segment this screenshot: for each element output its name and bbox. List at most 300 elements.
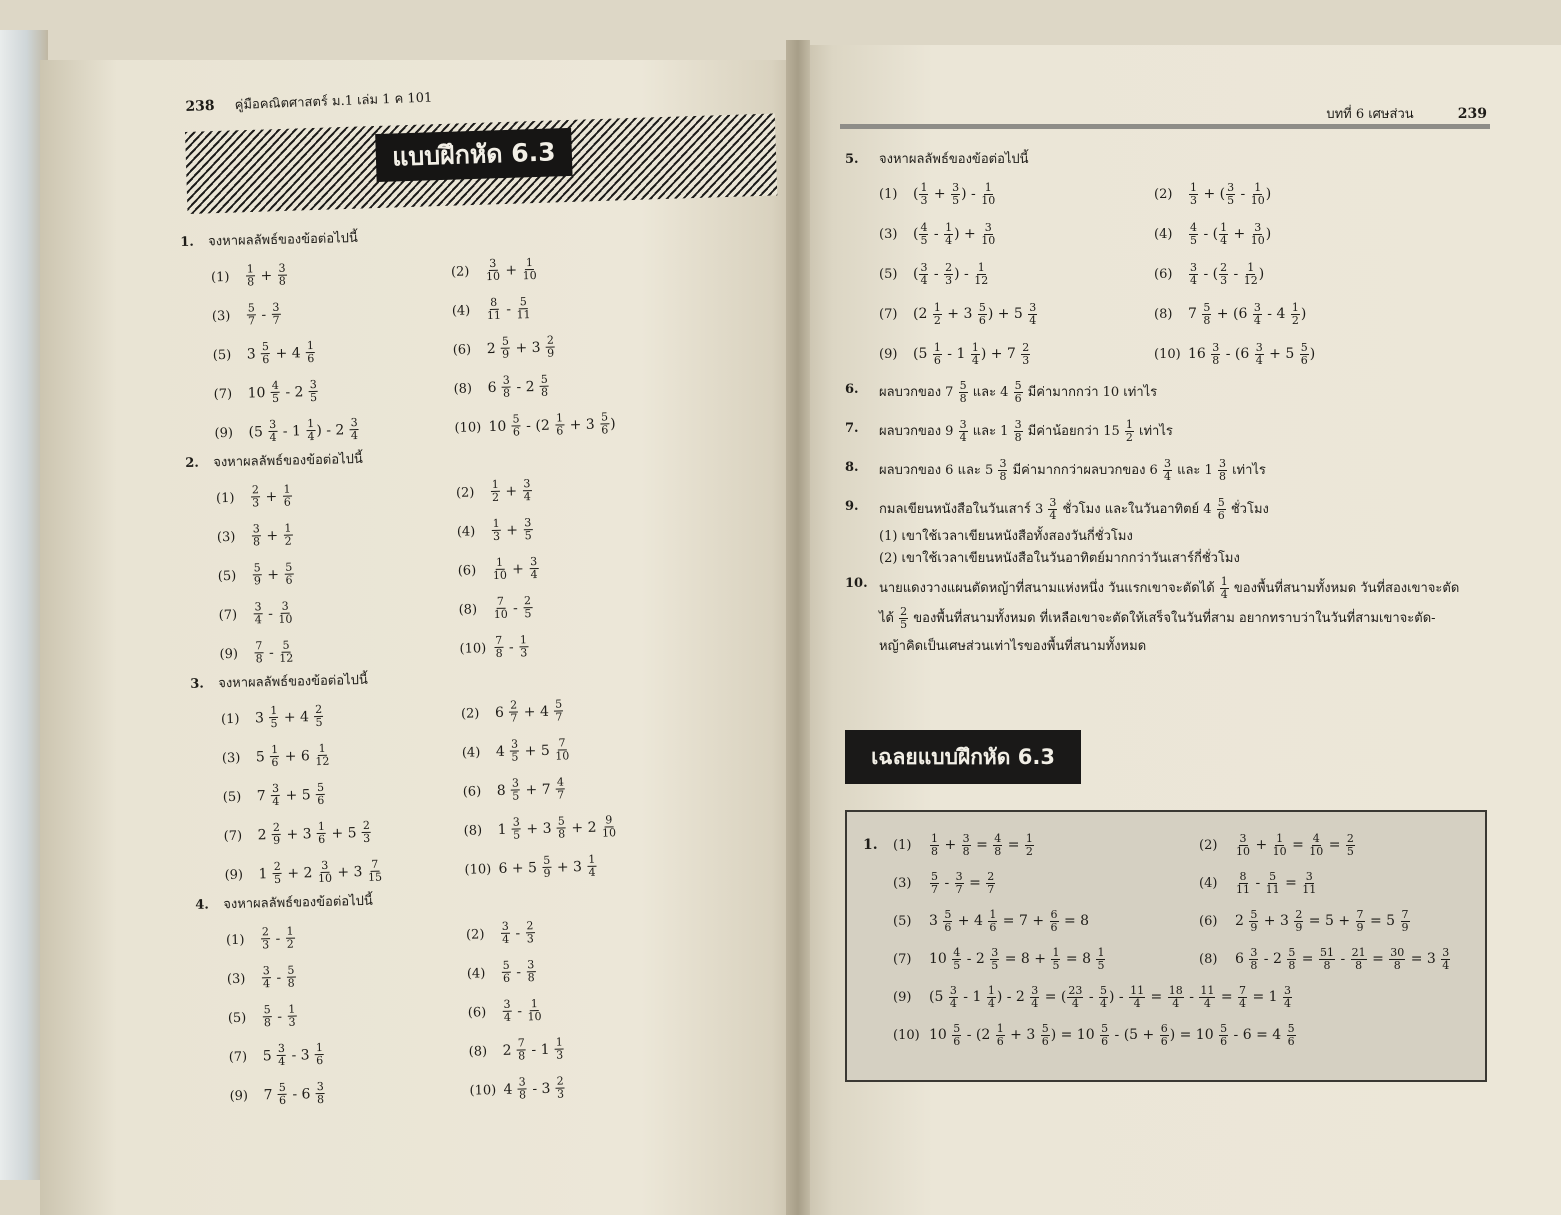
- numerator: 3: [984, 220, 992, 234]
- exercise-item: [879, 182, 1154, 207]
- header-rule: [840, 124, 1490, 129]
- fraction: [1249, 909, 1258, 934]
- solution-item: [893, 985, 1293, 1010]
- denominator: 9: [1356, 920, 1364, 934]
- fraction: [368, 859, 383, 884]
- numerator: 3: [920, 260, 928, 274]
- numerator: 9: [605, 813, 613, 827]
- numerator: 3: [510, 737, 519, 751]
- question-number: 10.: [845, 576, 868, 591]
- question-8: [845, 458, 1495, 483]
- fraction: [1028, 302, 1037, 327]
- numerator: 5: [512, 412, 520, 426]
- fraction: [526, 959, 536, 984]
- fraction: [522, 478, 532, 503]
- math-expression: $\frac{3}{4}$ - ( $\frac{2}{3}$ - $\frac{1}{12}$ ): [1190, 260, 1265, 287]
- fraction: [247, 302, 257, 327]
- denominator: 10: [1250, 233, 1265, 247]
- fraction: [1244, 262, 1258, 287]
- numerator: 5: [978, 300, 986, 314]
- denominator: 3: [526, 932, 534, 946]
- denominator: 12: [1243, 273, 1258, 287]
- math-expression: 2 $\frac{5}{9}$ + 3 $\frac{2}{9}$: [486, 333, 555, 361]
- fraction: [1202, 302, 1211, 327]
- denominator: 5: [920, 233, 928, 247]
- denominator: 4: [1029, 313, 1037, 327]
- exercise-item: [218, 558, 459, 588]
- denominator: 10: [1250, 193, 1265, 207]
- denominator: 9: [543, 866, 551, 880]
- item-label: (4): [1199, 876, 1218, 891]
- numerator: 1: [989, 907, 997, 921]
- fraction: [1168, 985, 1184, 1010]
- numerator: 1: [588, 852, 596, 866]
- numerator: 3: [350, 416, 358, 430]
- solution-item: [1199, 833, 1356, 858]
- denominator: 11: [486, 308, 502, 323]
- denominator: 3: [1022, 353, 1030, 367]
- numerator: 1: [519, 633, 528, 647]
- fraction: [1273, 833, 1287, 858]
- fraction: [1294, 909, 1303, 934]
- item-label: (7): [893, 952, 912, 967]
- numerator: 3: [281, 599, 289, 613]
- denominator: 5: [524, 529, 532, 543]
- fraction: [350, 417, 360, 442]
- numerator: 1: [933, 340, 941, 354]
- numerator: 3: [309, 377, 317, 392]
- denominator: 8: [252, 535, 261, 549]
- denominator: 11: [1302, 882, 1317, 896]
- fraction: [491, 479, 501, 504]
- math-expression: $\frac{5}{7}$ - $\frac{3}{7}$ = $\frac{2}{7}$: [931, 869, 995, 896]
- exercise-title: แบบฝึกหัด 6.3: [375, 128, 572, 182]
- solution-item: [893, 909, 1199, 934]
- exercise-item: [453, 370, 694, 400]
- math-expression: 6 + 5 $\frac{5}{9}$ + 3 $\frac{1}{4}$: [498, 852, 596, 880]
- numerator: 1: [246, 262, 255, 276]
- item-row: [879, 334, 1495, 374]
- exercise-item: [462, 773, 703, 803]
- numerator: 5: [1014, 379, 1022, 392]
- denominator: 11: [1265, 882, 1280, 896]
- math-expression: 7 $\frac{5}{8}$ + (6 $\frac{3}{4}$ - 4 $\frac{1}{2}$ ): [1188, 300, 1307, 327]
- denominator: 8: [287, 976, 295, 990]
- math-expression: 7 $\frac{3}{4}$ + 5 $\frac{5}{6}$: [256, 780, 325, 809]
- numerator: 2: [273, 859, 281, 874]
- numerator: 7: [495, 633, 503, 647]
- denominator: 4: [1190, 273, 1197, 287]
- question-text: [879, 380, 1157, 405]
- exercise-item: [1154, 342, 1429, 367]
- right-exercise-list: [845, 150, 1495, 660]
- math-expression: $\frac{8}{11}$ - $\frac{5}{11}$ = $\frac{3}{11}$: [1236, 869, 1317, 896]
- fraction: [501, 336, 511, 361]
- fraction: [1401, 909, 1410, 934]
- fraction: [1302, 871, 1316, 896]
- denominator: 8: [517, 1049, 526, 1063]
- fraction: [1255, 342, 1264, 367]
- question-prompt: จงหาผลลัพธ์ของข้อต่อไปนี้: [213, 451, 363, 471]
- numerator: 1: [1220, 220, 1228, 234]
- numerator: 5: [253, 561, 261, 575]
- numerator: 5: [282, 638, 290, 652]
- denominator: 2: [1291, 313, 1299, 327]
- denominator: 8: [959, 392, 967, 405]
- fraction: [1014, 380, 1023, 405]
- denominator: 6: [1287, 1034, 1295, 1048]
- numerator: 3: [991, 945, 999, 959]
- exercise-item: [212, 298, 453, 328]
- fraction: [502, 999, 512, 1024]
- question-number: 3.: [190, 676, 205, 692]
- numerator: 6: [1160, 1021, 1168, 1035]
- solution-row: [863, 826, 1469, 864]
- fraction: [1253, 302, 1262, 327]
- fraction: [511, 777, 521, 802]
- fraction: [1287, 947, 1296, 972]
- denominator: 6: [271, 755, 279, 770]
- fraction: [309, 379, 319, 404]
- question-items: [221, 688, 715, 894]
- numerator: 4: [920, 220, 928, 234]
- denominator: 9: [273, 833, 281, 848]
- denominator: 4: [501, 932, 510, 946]
- item-label: (3): [893, 876, 912, 891]
- math-expression: 16 $\frac{3}{8}$ - (6 $\frac{3}{4}$ + 5 $\frac{5}{6}$ ): [1188, 340, 1316, 367]
- denominator: 3: [556, 1087, 565, 1101]
- question-4: [195, 883, 720, 1116]
- item-label: (1): [210, 269, 230, 285]
- fraction: [988, 909, 997, 934]
- denominator: 12: [315, 754, 330, 769]
- math-expression: $\frac{5}{8}$ - $\frac{1}{3}$: [263, 1002, 296, 1030]
- item-label: (2): [465, 926, 485, 943]
- denominator: 6: [989, 920, 997, 934]
- numerator: 3: [530, 554, 538, 569]
- solution-row: [863, 1016, 1469, 1054]
- denominator: 5: [270, 716, 278, 731]
- numerator: 5: [1220, 1021, 1228, 1035]
- denominator: 7: [555, 710, 563, 724]
- numerator: 5: [1269, 869, 1277, 883]
- fraction: [959, 380, 968, 405]
- math-expression: 10 $\frac{5}{6}$ - (2 $\frac{1}{6}$ + 3 $\frac{5}{6}$ ) = 10 $\frac{5}{6}$ - (5 + $\frac{6}{6}$ ) = 10 $\frac{5}{6}$ - 6 = 4 $\frac{5}{6}$: [929, 1021, 1295, 1048]
- item-label: (3): [226, 971, 246, 987]
- denominator: 8: [1355, 958, 1363, 972]
- denominator: 8: [316, 1092, 325, 1107]
- fraction: [1021, 342, 1030, 367]
- numerator: 5: [1100, 983, 1108, 997]
- denominator: 6: [556, 424, 564, 438]
- numerator: 3: [503, 997, 511, 1011]
- question-9-part-1: (1) เขาใช้เวลาเขียนหนังสือทั้งสองวันกี่ชั่วโมง: [879, 529, 1133, 544]
- math-expression: 1 $\frac{3}{5}$ + 3 $\frac{5}{8}$ + 2 $\frac{9}{10}$: [497, 813, 617, 842]
- item-label: (7): [879, 307, 898, 322]
- numerator: 3: [518, 1075, 526, 1089]
- denominator: 6: [996, 1034, 1004, 1048]
- solution-row: [863, 902, 1469, 940]
- fraction: [494, 635, 504, 660]
- exercise-item: [469, 1072, 710, 1102]
- exercise-item: [214, 415, 455, 445]
- exercise-item: [452, 331, 693, 361]
- fraction: [981, 182, 995, 207]
- math-expression: 4 $\frac{3}{8}$ - 3 $\frac{2}{3}$: [503, 1074, 565, 1102]
- fraction: [278, 601, 293, 626]
- item-label: (4): [461, 744, 481, 761]
- fraction: [919, 182, 928, 207]
- numerator: 1: [317, 819, 326, 834]
- fraction: [546, 335, 556, 360]
- numerator: 1: [945, 220, 953, 234]
- item-label: (4): [451, 302, 471, 319]
- question-prompt: จงหาผลลัพธ์ของข้อต่อไปนี้: [879, 152, 1029, 167]
- item-label: (5): [879, 267, 898, 282]
- fraction: [316, 1081, 326, 1106]
- math-expression: $\frac{7}{10}$ - $\frac{2}{5}$: [493, 594, 532, 621]
- numerator: 3: [962, 831, 970, 845]
- denominator: 6: [1050, 920, 1058, 934]
- item-label: (10): [454, 419, 482, 436]
- denominator: 6: [278, 1093, 287, 1107]
- question-1: [180, 220, 705, 453]
- denominator: 10: [1272, 844, 1287, 858]
- numerator: 1: [1025, 831, 1033, 845]
- denominator: 8: [263, 1016, 272, 1030]
- fraction: [1283, 985, 1292, 1010]
- numerator: 1: [306, 338, 315, 353]
- numerator: 3: [278, 261, 286, 275]
- numerator: 5: [944, 907, 952, 921]
- fraction: [271, 380, 281, 405]
- numerator: 2: [251, 483, 260, 497]
- numerator: 5: [247, 301, 255, 315]
- denominator: 3: [555, 1048, 564, 1062]
- numerator: 1: [555, 1035, 563, 1049]
- numerator: 2: [1295, 907, 1303, 921]
- fraction: [501, 921, 511, 946]
- fraction: [246, 263, 256, 288]
- denominator: 4: [1284, 996, 1292, 1010]
- denominator: 9: [1401, 920, 1409, 934]
- fraction: [919, 222, 928, 247]
- numerator: 4: [271, 378, 279, 392]
- question-text: [879, 458, 1266, 483]
- math-expression: $\frac{8}{11}$ - $\frac{5}{11}$: [486, 295, 531, 323]
- denominator: 6: [1220, 1034, 1228, 1048]
- numerator: 3: [272, 300, 280, 314]
- fraction: [952, 947, 961, 972]
- denominator: 10: [555, 749, 570, 763]
- fraction: [1356, 909, 1365, 934]
- denominator: 3: [945, 273, 953, 287]
- running-title: คู่มือคณิตศาสตร์ ม.1 เล่ม 1 ค 101: [234, 90, 433, 114]
- fraction: [492, 557, 507, 582]
- numerator: 23: [1068, 983, 1083, 997]
- denominator: 4: [987, 996, 995, 1010]
- fraction: [1189, 182, 1198, 207]
- denominator: 6: [307, 351, 315, 366]
- denominator: 4: [1172, 996, 1180, 1010]
- denominator: 5: [512, 828, 521, 842]
- fraction: [277, 263, 287, 288]
- fraction: [277, 1043, 287, 1068]
- numerator: 3: [1239, 831, 1247, 845]
- exercise-item: [879, 262, 1154, 287]
- exercise-item: [217, 519, 458, 549]
- numerator: 3: [955, 869, 963, 883]
- fraction: [253, 562, 263, 587]
- exercise-item: [466, 916, 707, 946]
- denominator: 3: [1190, 193, 1197, 207]
- numerator: 3: [1031, 983, 1039, 997]
- exercise-item: [213, 337, 454, 367]
- fraction: [502, 960, 512, 985]
- numerator: 1: [1276, 831, 1284, 845]
- fraction: [315, 1042, 325, 1067]
- item-label: (2): [460, 705, 480, 722]
- denominator: 10: [317, 871, 333, 886]
- right-running-header: [1326, 103, 1487, 124]
- numerator: 5: [953, 1021, 961, 1035]
- numerator: 3: [271, 781, 280, 796]
- exercise-item: [221, 701, 462, 731]
- denominator: 5: [309, 390, 318, 405]
- denominator: 4: [307, 430, 315, 444]
- exercise-item: [223, 779, 464, 809]
- denominator: 9: [253, 574, 262, 588]
- numerator: 3: [1254, 220, 1262, 234]
- numerator: 3: [1255, 340, 1263, 354]
- fraction: [1251, 182, 1265, 207]
- denominator: 8: [999, 470, 1007, 483]
- numerator: 3: [321, 858, 329, 872]
- solution-item: [893, 871, 1199, 896]
- item-label: (7): [213, 386, 233, 402]
- question-number: 5.: [845, 152, 859, 167]
- denominator: 4: [269, 430, 277, 445]
- item-label: (1): [879, 187, 898, 202]
- denominator: 4: [920, 273, 928, 287]
- numerator: 5: [263, 1003, 271, 1017]
- item-label: (6): [467, 1004, 487, 1021]
- math-expression: 2 $\frac{2}{9}$ + 3 $\frac{1}{6}$ + 5 $\frac{2}{3}$: [257, 818, 371, 848]
- fraction: [525, 920, 535, 945]
- denominator: 5: [900, 618, 908, 631]
- fraction: [1025, 833, 1034, 858]
- numerator: 1: [1254, 180, 1262, 194]
- numerator: 3: [269, 417, 277, 432]
- exercise-item: [1154, 302, 1429, 327]
- denominator: 4: [523, 490, 531, 504]
- exercise-item: [213, 376, 454, 406]
- math-expression: (5 $\frac{1}{6}$ - 1 $\frac{1}{4}$ ) + 7 $\frac{2}{3}$: [913, 340, 1030, 367]
- denominator: 8: [255, 652, 263, 666]
- item-label: (6): [1154, 267, 1173, 282]
- fraction: [261, 341, 271, 366]
- fraction: [1441, 947, 1450, 972]
- exercise-item: [223, 818, 464, 848]
- numerator: 5: [1101, 1021, 1109, 1035]
- math-expression: ผลบวกของ 9 $\frac{3}{4}$ และ 1 $\frac{3}{8}$ มีค่าน้อยกว่า 15 $\frac{1}{2}$ เท่าไร: [879, 418, 1173, 444]
- fraction: [1067, 985, 1083, 1010]
- item-label: (9): [893, 990, 912, 1005]
- math-expression: ได้ $\frac{2}{5}$ ของพื้นที่สนามทั้งหมด ที่เหลือเขาจะตัดให้เสร็จในวันที่สาม อยากทราบว่าในวันที่สามเขาจะตัด-: [879, 605, 1436, 631]
- fraction: [1050, 909, 1059, 934]
- page-number: 239: [1457, 106, 1487, 122]
- denominator: 6: [1217, 509, 1225, 522]
- denominator: 10: [522, 268, 537, 283]
- fraction: [253, 601, 263, 626]
- solution-box: [845, 810, 1487, 1082]
- numerator: 3: [959, 418, 967, 431]
- numerator: 1: [270, 703, 278, 718]
- fraction: [899, 606, 908, 631]
- fraction: [555, 412, 565, 437]
- fraction: [270, 744, 280, 769]
- fraction: [1041, 1023, 1050, 1048]
- denominator: 5: [952, 193, 960, 207]
- fraction: [261, 926, 271, 951]
- denominator: 4: [1203, 996, 1211, 1010]
- math-expression: $\frac{1}{3}$ + ( $\frac{3}{5}$ - $\frac{1}{10}$ ): [1190, 180, 1272, 207]
- math-expression: $\frac{5}{6}$ - $\frac{3}{8}$: [502, 958, 535, 985]
- denominator: 2: [491, 490, 500, 504]
- numerator: 3: [1253, 300, 1261, 314]
- denominator: 6: [502, 971, 511, 985]
- item-label: (2): [450, 263, 470, 280]
- exercise-item: [879, 342, 1154, 367]
- denominator: 6: [953, 1034, 961, 1048]
- item-row: [879, 214, 1495, 254]
- denominator: 8: [1014, 431, 1022, 444]
- denominator: 4: [588, 865, 596, 879]
- item-label: (3): [211, 308, 231, 324]
- math-expression: $\frac{7}{8}$ - $\frac{1}{3}$: [495, 633, 528, 660]
- numerator: 5: [285, 560, 293, 574]
- fraction: [1099, 985, 1108, 1010]
- fraction: [542, 855, 552, 880]
- denominator: 4: [1220, 233, 1228, 247]
- exercise-item: [226, 922, 467, 952]
- fraction: [269, 705, 279, 730]
- math-expression: นายแดงวางแผนตัดหญ้าที่สนามแห่งหนึ่ง วันแรกเขาจะตัดได้ $\frac{1}{4}$ ของพื้นที่สนามทั้งหมด วันที่สองเขาจะตัด: [879, 575, 1460, 601]
- fraction: [974, 262, 988, 287]
- fraction: [981, 222, 995, 247]
- item-label: (2): [1154, 187, 1173, 202]
- item-label: (10): [893, 1028, 920, 1043]
- numerator: 3: [502, 373, 510, 387]
- numerator: 2: [261, 925, 270, 939]
- fraction: [510, 738, 520, 763]
- numerator: 3: [527, 958, 535, 972]
- question-items: [226, 909, 720, 1115]
- fraction: [1238, 985, 1247, 1010]
- solution-item: [1199, 947, 1451, 972]
- denominator: 12: [974, 273, 989, 287]
- numerator: 2: [1220, 260, 1228, 274]
- question-number: 9.: [845, 499, 859, 514]
- numerator: 5: [555, 697, 563, 711]
- denominator: 10: [1236, 844, 1250, 858]
- numerator: 3: [1190, 260, 1197, 274]
- exercise-item: [229, 1078, 470, 1108]
- fraction: [1048, 497, 1057, 522]
- math-expression: 3 $\frac{1}{5}$ + 4 $\frac{2}{5}$: [254, 702, 323, 731]
- fraction: [971, 342, 980, 367]
- denominator: 10: [527, 1010, 542, 1024]
